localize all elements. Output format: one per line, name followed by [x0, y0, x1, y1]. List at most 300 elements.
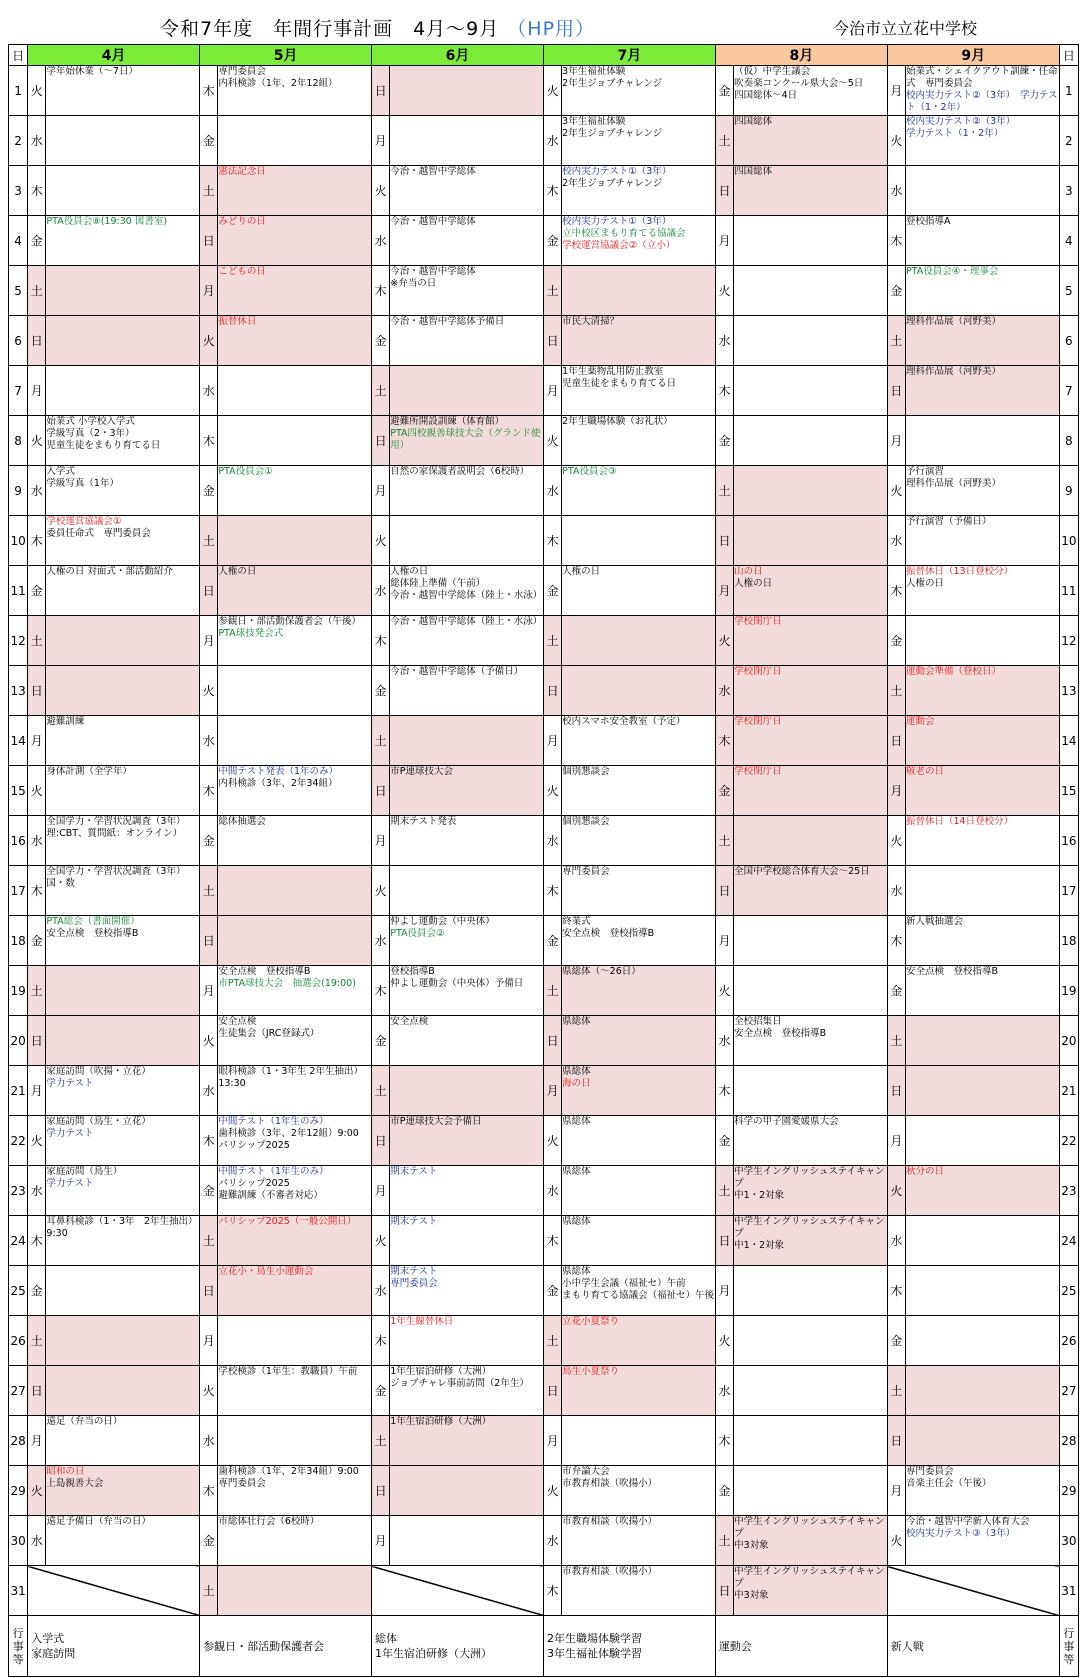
event-cell [906, 1516, 1060, 1566]
event-text: 振替休日（13日登校分） [906, 566, 1014, 577]
weekday-label: 日 [200, 916, 218, 966]
weekday-label: 金 [200, 116, 218, 166]
event-cell [218, 666, 372, 716]
footer-events [715, 1616, 887, 1677]
event-cell [46, 166, 200, 216]
event-cell [390, 66, 544, 116]
weekday-label: 日 [887, 366, 905, 416]
month-header: 6月 [372, 45, 544, 66]
footer-label [9, 1616, 28, 1677]
event-cell [218, 266, 372, 316]
event-cell [46, 316, 200, 366]
event-cell [734, 866, 888, 916]
event-cell [734, 966, 888, 1016]
day-number: 16 [1059, 816, 1078, 866]
weekday-label: 金 [887, 266, 905, 316]
day-row [9, 1316, 1079, 1366]
event-text: 秋分の日 [906, 1166, 945, 1177]
event-text: 委員任命式 専門委員会 [46, 528, 151, 539]
day-number: 20 [1059, 1016, 1078, 1066]
weekday-label: 水 [543, 116, 561, 166]
event-text: 遠足（弁当の日） [46, 1416, 123, 1427]
day-row [9, 266, 1079, 316]
event-text: PTA総会（書面開催） [46, 916, 140, 927]
event-cell [734, 266, 888, 316]
event-cell [734, 66, 888, 116]
day-row [9, 1116, 1079, 1166]
event-text: 学級写真（2・3年） [46, 428, 135, 439]
day-number: 9 [9, 466, 28, 516]
event-cell [390, 1066, 544, 1116]
event-cell [734, 516, 888, 566]
day-row [9, 316, 1079, 366]
weekday-label: 土 [543, 966, 561, 1016]
day-number: 15 [9, 766, 28, 816]
event-cell [218, 1216, 372, 1266]
weekday-label: 水 [28, 816, 46, 866]
weekday-label: 土 [715, 466, 733, 516]
event-text: 人権の日 [906, 578, 945, 589]
event-cell [390, 966, 544, 1016]
weekday-label: 月 [543, 1416, 561, 1466]
event-text: 立中校区まもり育てる協議会 [562, 228, 686, 239]
weekday-label: 火 [200, 1016, 218, 1066]
event-cell [390, 1416, 544, 1466]
weekday-label: 水 [887, 866, 905, 916]
weekday-label: 土 [543, 266, 561, 316]
day-number: 12 [1059, 616, 1078, 666]
footer-events [28, 1616, 200, 1677]
day-row [9, 866, 1079, 916]
event-text: 校内実力テスト②（3年） 学力テスト（1・2年） [906, 90, 1058, 113]
event-cell [390, 766, 544, 816]
event-text: 安全点検 登校指導B [562, 928, 655, 939]
event-cell [906, 166, 1060, 216]
event-cell [390, 466, 544, 516]
event-cell [906, 266, 1060, 316]
event-text: 中学生イングリッシュステイキャンプ [734, 1516, 885, 1539]
event-text: 総体抽選会 [218, 816, 266, 827]
footer-event-text: 入学式 [31, 1632, 65, 1645]
event-cell [390, 866, 544, 916]
event-text: 中1・2対象 [734, 1240, 785, 1251]
event-cell [734, 1166, 888, 1216]
event-cell [46, 266, 200, 316]
event-cell [562, 266, 716, 316]
day-number: 9 [1059, 466, 1078, 516]
weekday-label: 日 [28, 316, 46, 366]
event-cell [390, 816, 544, 866]
event-text: 始業式・シェイクアウト訓練・任命式 専門委員会 [906, 66, 1058, 89]
day-number: 8 [9, 416, 28, 466]
weekday-label: 金 [543, 216, 561, 266]
event-text: 小中学生会議（福祉セ）午前 [562, 1278, 686, 1289]
day-number: 24 [1059, 1216, 1078, 1266]
event-cell [734, 1316, 888, 1366]
event-cell [218, 916, 372, 966]
event-cell [734, 1366, 888, 1416]
weekday-label: 火 [28, 766, 46, 816]
event-text: 3年生福祉体験 [562, 66, 626, 77]
event-text: 今治・越智中学総体 [390, 166, 476, 177]
weekday-label: 木 [543, 516, 561, 566]
weekday-label: 火 [28, 1116, 46, 1166]
event-cell [46, 416, 200, 466]
weekday-label: 水 [543, 1516, 561, 1566]
event-text: 県総体（～26日） [562, 966, 641, 977]
event-text: ※弁当の日 [390, 278, 437, 289]
event-text: 吹奏楽コンクール県大会～5日 [734, 78, 864, 89]
day-number: 7 [1059, 366, 1078, 416]
day-number: 28 [9, 1416, 28, 1466]
event-text: 県総体 [562, 1066, 591, 1077]
weekday-label: 日 [887, 716, 905, 766]
event-cell [562, 916, 716, 966]
day-number: 19 [1059, 966, 1078, 1016]
event-text: 今治・越智中学総体（陸上・水泳） [390, 616, 543, 627]
day-number: 31 [9, 1566, 28, 1616]
event-text: 生徒集会（JRC登録式） [218, 1028, 320, 1039]
event-text: 県総体 [562, 1016, 591, 1027]
weekday-label: 日 [543, 1366, 561, 1416]
event-text: 憲法記念日 [218, 166, 266, 177]
day-row [9, 616, 1079, 666]
weekday-label: 金 [715, 1116, 733, 1166]
event-text: 今治・越智中学総体 [390, 216, 476, 227]
event-text: 全国学力・学習状況調査（3年） [46, 866, 186, 877]
event-text: 学年始休業（～7日） [46, 66, 138, 77]
event-cell [390, 366, 544, 416]
event-cell [906, 766, 1060, 816]
event-text: PTA役員会③ [562, 466, 617, 477]
event-cell [562, 616, 716, 666]
weekday-label: 金 [372, 316, 390, 366]
event-text: 歯科検診（3年、2年12組）9:00 [218, 1128, 359, 1139]
event-text: 市教育相談（吹揚小） [562, 1516, 658, 1527]
weekday-label: 水 [543, 466, 561, 516]
event-text: 耳鼻科検診（1・3年 2年生抽出） [46, 1216, 198, 1227]
event-cell [390, 266, 544, 316]
event-text: 期末テスト [390, 1166, 438, 1177]
day-row [9, 366, 1079, 416]
day-number: 25 [1059, 1266, 1078, 1316]
weekday-label: 土 [887, 1016, 905, 1066]
weekday-label: 金 [28, 566, 46, 616]
event-cell [734, 566, 888, 616]
event-cell [218, 716, 372, 766]
weekday-label: 火 [543, 1116, 561, 1166]
event-text: 海の日 [562, 1078, 591, 1089]
event-cell [46, 1166, 200, 1216]
event-cell [734, 1266, 888, 1316]
weekday-label: 月 [887, 1116, 905, 1166]
event-text: 運動会準備（登校日） [906, 666, 1002, 677]
weekday-label: 日 [200, 1266, 218, 1316]
weekday-label: 土 [887, 316, 905, 366]
day-row [9, 1166, 1079, 1216]
event-cell [562, 466, 716, 516]
event-cell [46, 966, 200, 1016]
weekday-label: 土 [28, 266, 46, 316]
event-cell [734, 466, 888, 516]
event-cell [906, 1416, 1060, 1466]
weekday-label: 水 [715, 666, 733, 716]
event-text: （仮）中学生議会 [734, 66, 811, 77]
event-cell [46, 1466, 200, 1516]
footer-label-char: 事 [12, 1639, 24, 1653]
weekday-label: 金 [543, 916, 561, 966]
event-cell [390, 216, 544, 266]
event-text: 学校閉庁日 [734, 716, 782, 727]
event-text: 市P連球技大会 [390, 766, 453, 777]
event-text: 市PTA球技大会 抽選会(19:00) [218, 978, 356, 989]
event-text: 昭和の日 [46, 1466, 85, 1477]
event-text: 期末テスト発表 [390, 816, 457, 827]
day-number: 29 [9, 1466, 28, 1516]
event-text: 2年生ジョブチャレンジ [562, 128, 663, 139]
event-text: 人権の日 [562, 566, 601, 577]
event-cell [734, 416, 888, 466]
event-cell [218, 416, 372, 466]
weekday-label: 日 [887, 1416, 905, 1466]
weekday-label: 土 [715, 816, 733, 866]
weekday-label: 木 [28, 866, 46, 916]
weekday-label: 金 [715, 416, 733, 466]
footer-event-text: 総体 [375, 1632, 398, 1645]
weekday-label: 火 [887, 1166, 905, 1216]
weekday-label: 水 [200, 1066, 218, 1116]
weekday-label: 月 [372, 1516, 390, 1566]
event-cell [218, 566, 372, 616]
event-text: 仲よし運動会（中央体） [390, 916, 495, 927]
event-cell [46, 866, 200, 916]
weekday-label: 木 [715, 1416, 733, 1466]
day-number: 5 [1059, 266, 1078, 316]
event-text: 安全点検 登校指導B [218, 966, 311, 977]
event-text: 避難訓練 [46, 716, 85, 727]
event-cell [562, 1066, 716, 1116]
event-text: 人権の日 [218, 566, 257, 577]
event-cell [734, 766, 888, 816]
weekday-label: 火 [200, 1366, 218, 1416]
event-text: PTA役員会① [218, 466, 273, 477]
event-text: 避難所開設訓練（体育館） [390, 416, 505, 427]
weekday-label: 月 [887, 1466, 905, 1516]
weekday-label: 土 [543, 616, 561, 666]
event-text: 予行演習（予備日） [906, 516, 992, 527]
event-cell [218, 1516, 372, 1566]
day-number: 8 [1059, 416, 1078, 466]
event-text: 音楽主任会（午後） [906, 1478, 992, 1489]
day-row [9, 1466, 1079, 1516]
day-row [9, 666, 1079, 716]
day-number: 21 [9, 1066, 28, 1116]
weekday-label: 火 [372, 166, 390, 216]
event-text: 2年生ジョブチャレンジ [562, 178, 663, 189]
weekday-label: 金 [543, 1266, 561, 1316]
event-cell [734, 1516, 888, 1566]
weekday-label: 水 [28, 1166, 46, 1216]
event-text: 理:CBT、質問紙：オンライン） [46, 828, 183, 839]
event-cell [906, 1316, 1060, 1366]
day-number: 18 [1059, 916, 1078, 966]
event-cell [46, 466, 200, 516]
weekday-label: 月 [28, 1066, 46, 1116]
event-cell [218, 766, 372, 816]
weekday-label: 土 [715, 116, 733, 166]
event-cell [562, 1316, 716, 1366]
day-row [9, 1266, 1079, 1316]
day-row [9, 1016, 1079, 1066]
weekday-label: 木 [200, 1466, 218, 1516]
event-cell [734, 1566, 888, 1616]
day-number: 27 [9, 1366, 28, 1416]
event-text: PTA役員会④・理事会 [906, 266, 999, 277]
event-text: 県総体 [562, 1266, 591, 1277]
month-header: 7月 [543, 45, 715, 66]
page-header [0, 0, 1087, 40]
day-number: 22 [1059, 1116, 1078, 1166]
weekday-label: 水 [887, 516, 905, 566]
event-cell [218, 316, 372, 366]
day-number: 21 [1059, 1066, 1078, 1116]
event-text: 安全点検 [390, 1016, 429, 1027]
event-text: こどもの日 [218, 266, 266, 277]
event-text: 自然の家保護者説明会（6校時） [390, 466, 530, 477]
event-cell [906, 216, 1060, 266]
footer-label-char: 等 [1063, 1652, 1075, 1666]
weekday-label: 土 [200, 516, 218, 566]
weekday-label: 木 [887, 566, 905, 616]
event-text: 校内実力テスト③（3年） [906, 1528, 1016, 1539]
weekday-label: 月 [887, 766, 905, 816]
day-row [9, 66, 1079, 116]
weekday-label: 火 [543, 766, 561, 816]
event-cell [734, 1116, 888, 1166]
weekday-label: 月 [200, 966, 218, 1016]
day-number: 1 [9, 66, 28, 116]
weekday-label: 月 [715, 216, 733, 266]
title-hp-label: （HP用） [507, 18, 596, 40]
event-text: 専門委員会 [218, 1478, 266, 1489]
weekday-label: 木 [543, 166, 561, 216]
event-text: 専門委員会 [906, 1466, 954, 1477]
weekday-label: 金 [28, 216, 46, 266]
day-number: 11 [9, 566, 28, 616]
weekday-label: 金 [887, 1316, 905, 1366]
event-cell [734, 166, 888, 216]
event-text: 中学生イングリッシュステイキャンプ [734, 1566, 885, 1589]
event-cell [390, 1516, 544, 1566]
weekday-label: 火 [372, 1216, 390, 1266]
event-text: 学級写真（1年） [46, 478, 119, 489]
day-row [9, 166, 1079, 216]
weekday-label: 月 [372, 816, 390, 866]
event-text: 1年生薬物乱用防止教室 [562, 366, 664, 377]
event-cell [562, 1116, 716, 1166]
event-text: 参観日・部活動保護者会（午後） [218, 616, 361, 627]
event-cell [46, 1266, 200, 1316]
footer-events [372, 1616, 544, 1677]
weekday-label: 月 [372, 1166, 390, 1216]
event-cell [218, 1066, 372, 1116]
weekday-label: 金 [372, 1366, 390, 1416]
day-number: 16 [9, 816, 28, 866]
event-cell [562, 316, 716, 366]
weekday-label: 水 [372, 916, 390, 966]
footer-label-char: 行 [12, 1626, 24, 1640]
event-text: 眼科検診（1・3年生 2年生抽出） [218, 1066, 363, 1077]
event-text: 全国学力・学習状況調査（3年） [46, 816, 186, 827]
event-text: 市民大清掃？ [562, 316, 620, 327]
event-text: PTA四校親善球技大会（グランド使用） [390, 428, 541, 451]
event-text: 始業式 小学校入学式 [46, 416, 135, 427]
event-text: 立花小・鳥生小運動会 [218, 1266, 314, 1277]
event-cell [734, 916, 888, 966]
event-text: 期末テスト [390, 1216, 438, 1227]
event-text: 振替休日 [218, 316, 257, 327]
weekday-label: 木 [887, 1266, 905, 1316]
event-cell [906, 466, 1060, 516]
day-number: 3 [1059, 166, 1078, 216]
event-cell [218, 816, 372, 866]
weekday-label: 月 [28, 716, 46, 766]
weekday-label: 月 [543, 366, 561, 416]
event-text: 市弁論大会 [562, 1466, 610, 1477]
event-cell [390, 616, 544, 666]
event-cell [734, 316, 888, 366]
event-text: 学力テスト（1・2年） [906, 128, 1004, 139]
weekday-label: 日 [887, 1066, 905, 1116]
event-cell [46, 1116, 200, 1166]
event-cell [562, 1366, 716, 1416]
event-cell [562, 416, 716, 466]
day-number: 3 [9, 166, 28, 216]
event-cell [390, 1466, 544, 1516]
footer-events [543, 1616, 715, 1677]
event-cell [562, 116, 716, 166]
event-text: 学力テスト [46, 1178, 94, 1189]
weekday-label: 水 [372, 566, 390, 616]
weekday-label: 日 [200, 216, 218, 266]
footer-event-text: 家庭訪問 [31, 1647, 76, 1660]
weekday-label: 土 [372, 716, 390, 766]
day-number: 22 [9, 1116, 28, 1166]
weekday-label: 金 [887, 616, 905, 666]
weekday-label: 月 [28, 1416, 46, 1466]
event-text: 1年生宿泊研修（大洲） [390, 1366, 492, 1377]
event-cell [46, 1016, 200, 1066]
month-header-row [9, 45, 1079, 66]
event-cell [218, 1316, 372, 1366]
event-text: 児童生徒をまもり育てる日 [562, 378, 677, 389]
weekday-label: 土 [28, 1316, 46, 1366]
event-text: 人権の日 [390, 566, 429, 577]
footer-event-text: 1年生宿泊研修（大洲） [375, 1647, 493, 1660]
weekday-label: 金 [715, 1466, 733, 1516]
event-text: 立花小夏祭り [562, 1316, 620, 1327]
event-cell [46, 216, 200, 266]
day-number: 27 [1059, 1366, 1078, 1416]
weekday-label: 火 [543, 66, 561, 116]
weekday-label: 金 [200, 1516, 218, 1566]
event-text: 県総体 [562, 1166, 591, 1177]
event-text: 登校指導B [390, 966, 435, 977]
weekday-label: 火 [887, 116, 905, 166]
weekday-label: 土 [372, 366, 390, 416]
event-cell [46, 116, 200, 166]
day-number: 26 [9, 1316, 28, 1366]
